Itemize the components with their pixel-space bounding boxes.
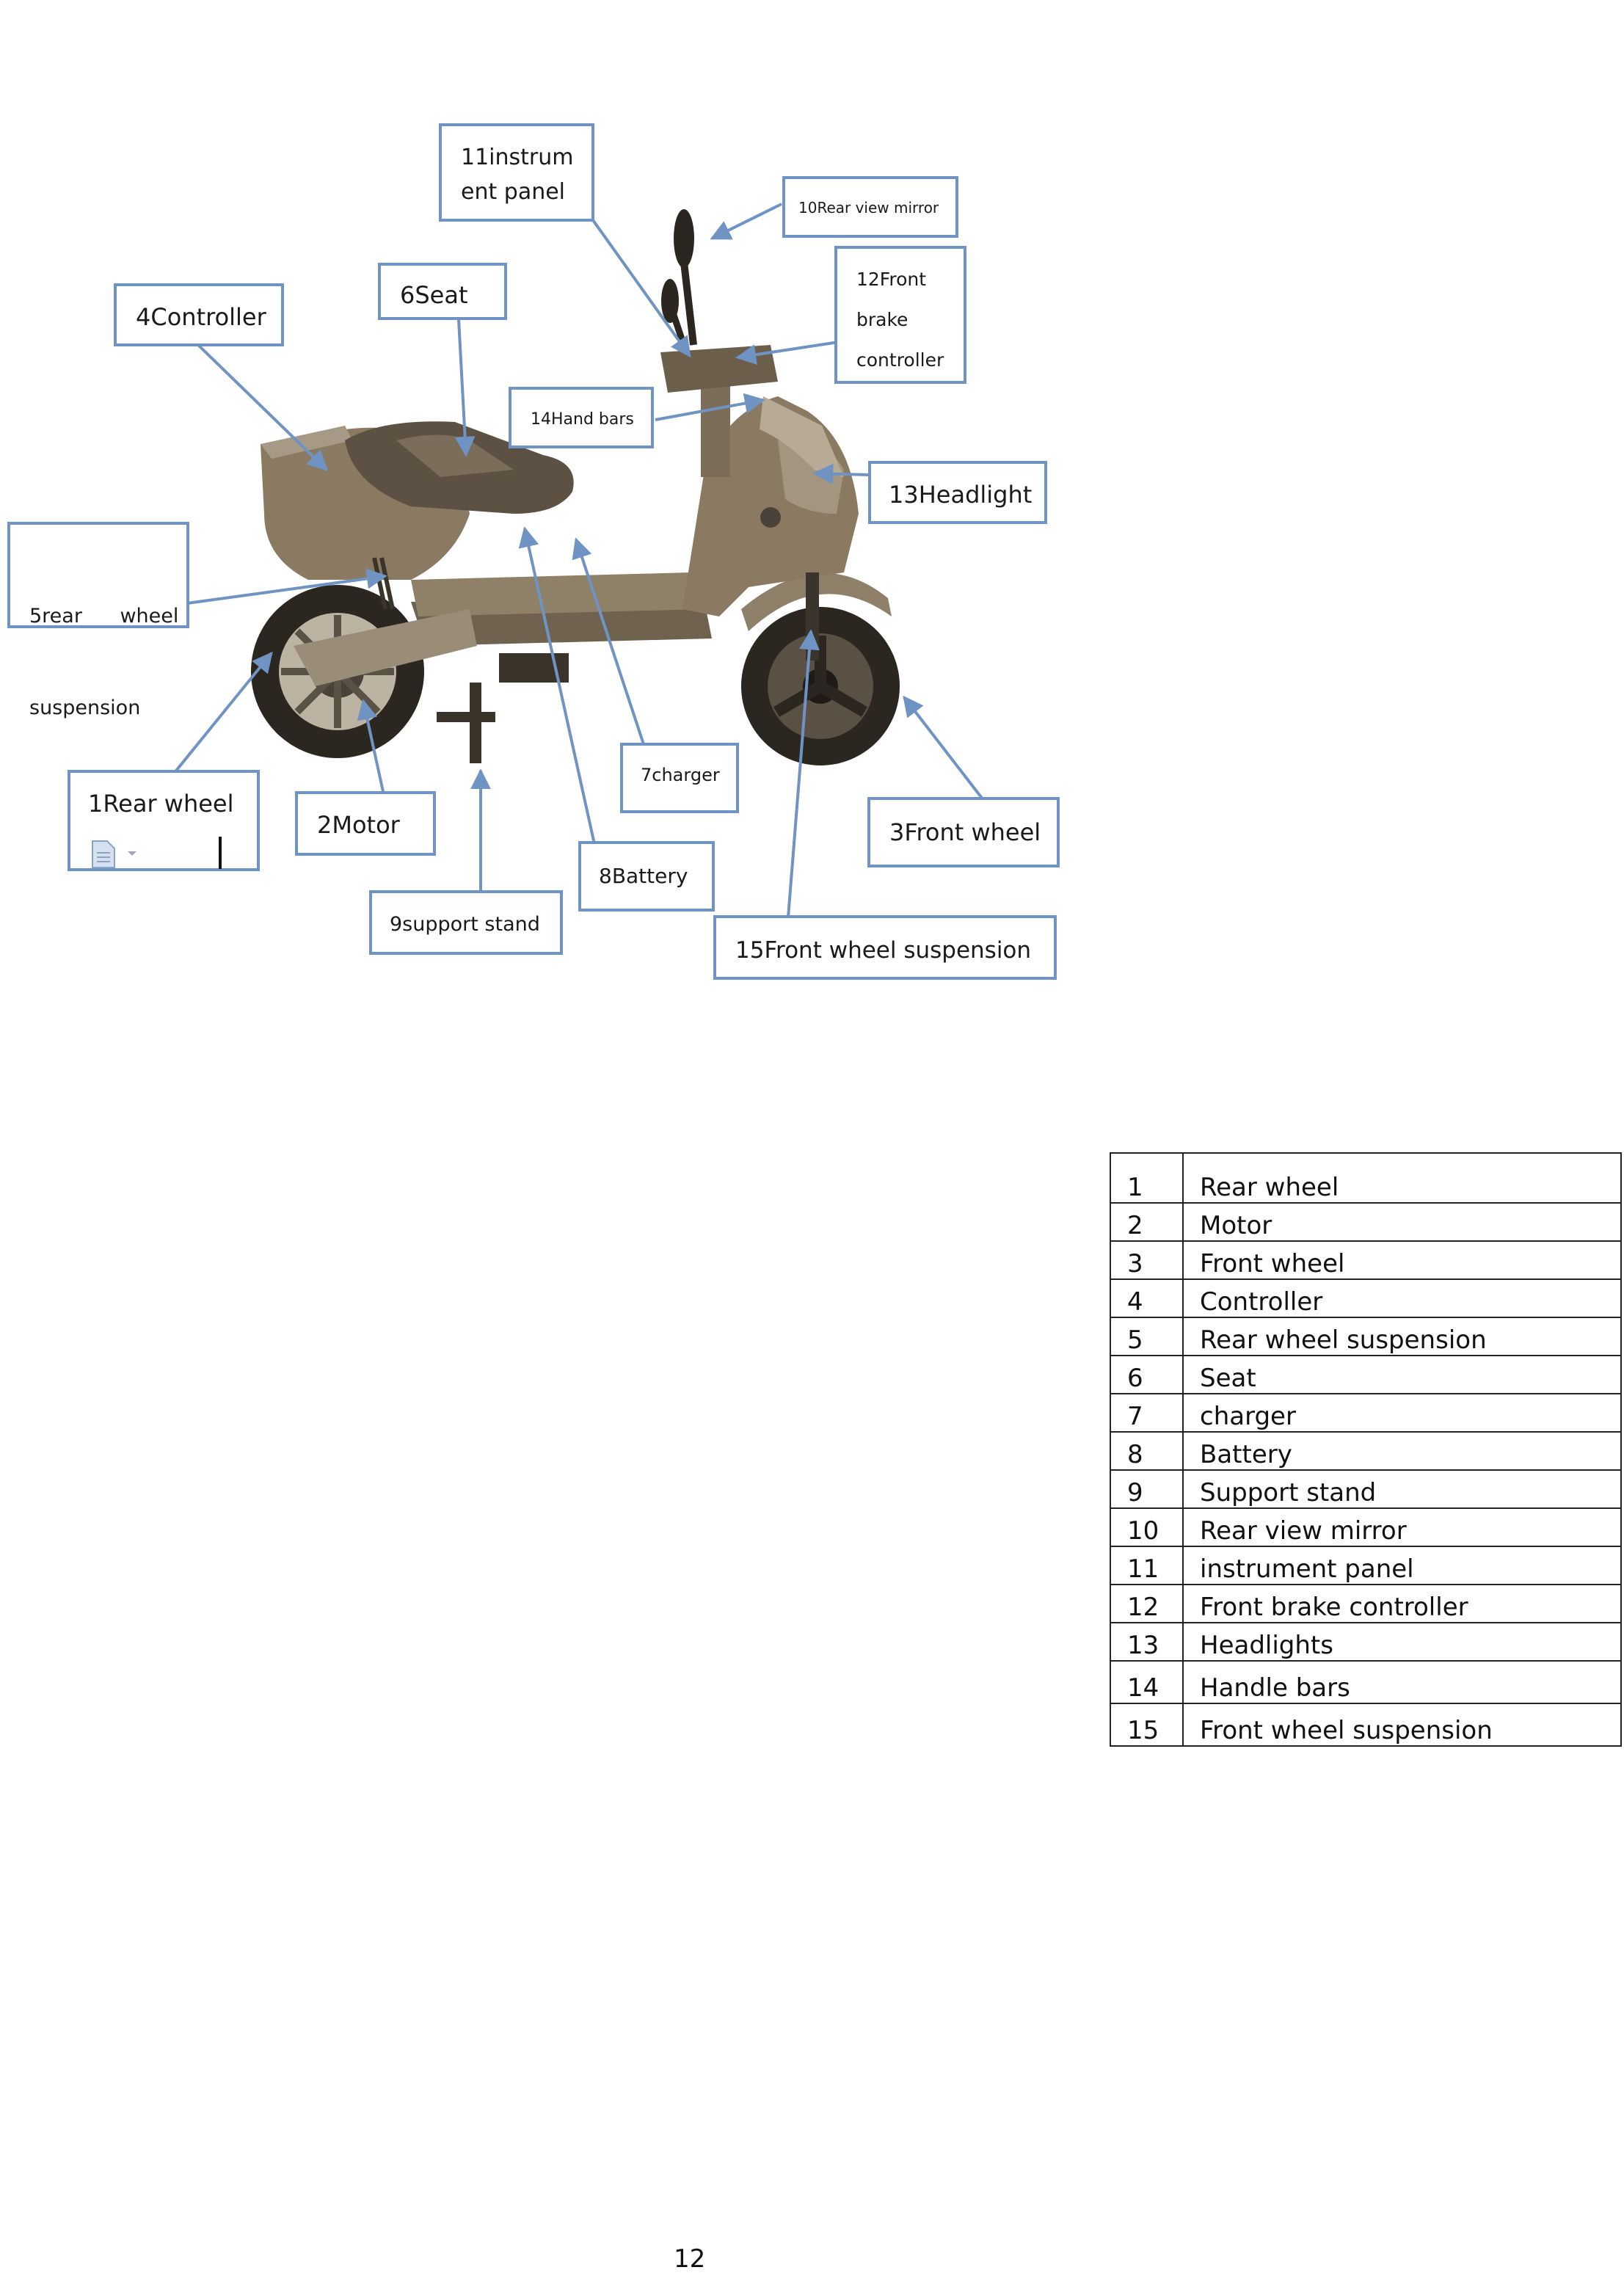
part-name-cell: Headlights [1183,1623,1621,1661]
callout-controller [114,283,284,346]
part-number-cell: 5 [1110,1317,1183,1356]
table-row [1110,1153,1621,1203]
table-row [1110,1241,1621,1279]
callout-line: suspension [29,696,141,720]
part-number-cell: 1 [1110,1153,1183,1203]
callout-line: 4Controller [136,303,266,331]
callout-charger [620,743,739,813]
document-icon [91,840,116,869]
callout-front-wheel-suspension [713,915,1057,980]
table-row [1110,1432,1621,1470]
scooter-photo [251,209,900,765]
callout-line: ent panel [461,178,566,205]
part-number-cell: 2 [1110,1203,1183,1241]
scooter-parts-diagram [0,0,1071,983]
callout-rear-view-mirror [782,176,958,238]
part-number-cell: 6 [1110,1356,1183,1394]
callout-line: 12Front [856,269,927,290]
table-row [1110,1394,1621,1432]
part-number-cell: 10 [1110,1508,1183,1546]
part-name-cell: Front wheel suspension [1183,1703,1621,1746]
table-row [1110,1279,1621,1317]
table-row [1110,1703,1621,1746]
part-name-cell: Rear wheel [1183,1153,1621,1203]
table-row [1110,1546,1621,1585]
parts-table [1110,1152,1622,1747]
callout-line: 5rear wheel [29,604,179,627]
callout-front-wheel [867,797,1060,867]
callout-motor [295,791,436,856]
callout-line: 1Rear wheel [88,790,234,818]
part-number-cell: 12 [1110,1585,1183,1623]
callout-line: 7charger [641,765,720,785]
part-name-cell: Rear view mirror [1183,1508,1621,1546]
callout-front-brake-controller [834,246,966,384]
part-name-cell: Seat [1183,1356,1621,1394]
callout-line: 6Seat [400,281,468,309]
callout-line: brake [856,309,909,330]
callout-headlight [868,461,1047,524]
callout-seat [378,263,507,320]
part-name-cell: Motor [1183,1203,1621,1241]
part-name-cell: Controller [1183,1279,1621,1317]
part-number-cell: 11 [1110,1546,1183,1585]
text-cursor [219,837,222,869]
part-number-cell: 15 [1110,1703,1183,1746]
callout-line: 9support stand [390,913,540,936]
callout-rear-wheel-suspension [7,522,189,720]
callout-line: 14Hand bars [531,410,634,429]
part-name-cell: charger [1183,1394,1621,1432]
callout-battery [578,841,715,912]
callout-support-stand [369,890,563,955]
table-row [1110,1203,1621,1241]
table-row [1110,1585,1621,1623]
callout-line: 10Rear view mirror [798,199,939,217]
part-name-cell: Battery [1183,1432,1621,1470]
callout-line: 15Front wheel suspension [735,937,1032,964]
callout-line: 11instrum [461,145,574,170]
part-name-cell: Rear wheel suspension [1183,1317,1621,1356]
callout-instrument-panel [439,123,594,222]
callout-line: 2Motor [317,811,400,839]
part-number-cell: 14 [1110,1661,1183,1703]
callout-line: 8Battery [599,864,688,888]
table-row [1110,1317,1621,1356]
table-row [1110,1623,1621,1661]
part-name-cell: Support stand [1183,1470,1621,1508]
page-number: 12 [674,2244,706,2274]
callout-line: controller [856,349,944,371]
part-number-cell: 13 [1110,1623,1183,1661]
callout-line: 13Headlight [889,481,1033,509]
part-name-cell: Handle bars [1183,1661,1621,1703]
part-number-cell: 9 [1110,1470,1183,1508]
part-number-cell: 3 [1110,1241,1183,1279]
table-row [1110,1356,1621,1394]
callout-hand-bars [509,387,654,448]
table-row [1110,1508,1621,1546]
part-name-cell: Front brake controller [1183,1585,1621,1623]
table-row [1110,1470,1621,1508]
part-name-cell: Front wheel [1183,1241,1621,1279]
part-number-cell: 7 [1110,1394,1183,1432]
part-number-cell: 4 [1110,1279,1183,1317]
part-number-cell: 8 [1110,1432,1183,1470]
chevron-down-icon [126,850,138,857]
callout-line: 3Front wheel [889,818,1041,846]
table-row [1110,1661,1621,1703]
part-name-cell: instrument panel [1183,1546,1621,1585]
